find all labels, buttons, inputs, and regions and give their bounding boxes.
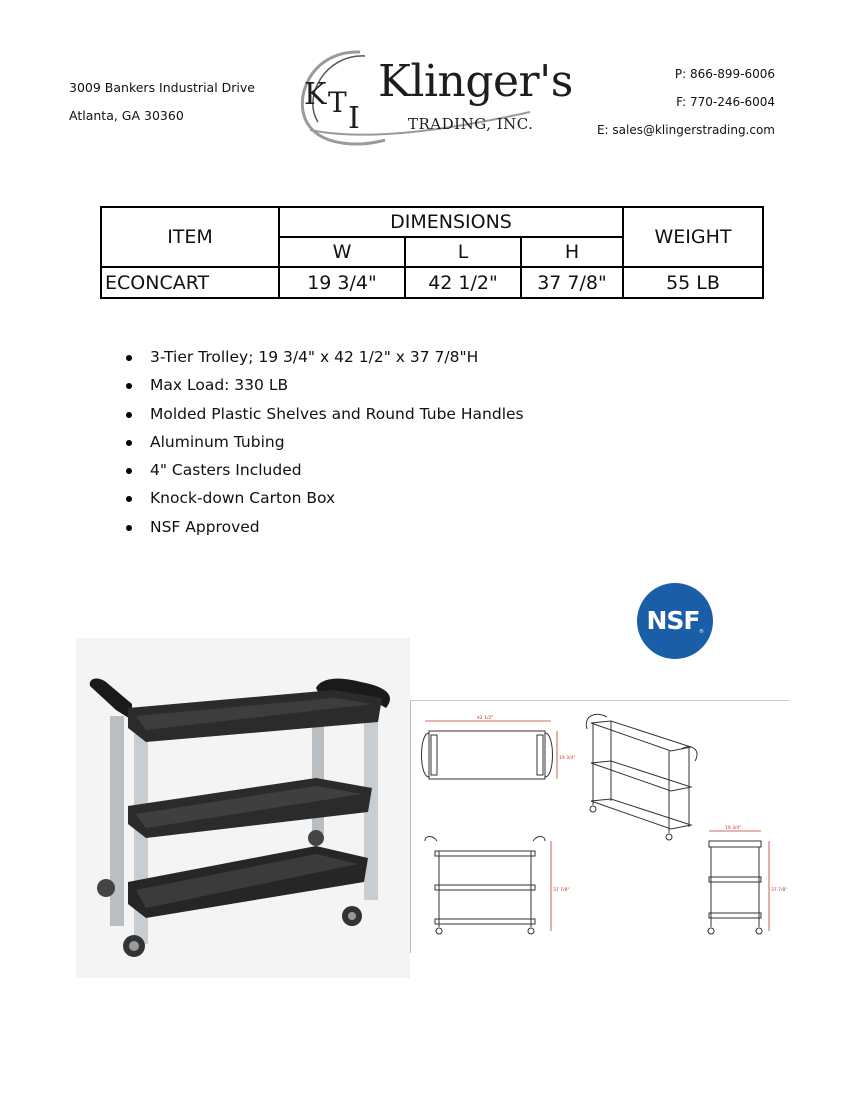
bullet-icon <box>126 355 132 361</box>
feature-list <box>122 343 524 541</box>
bullet-icon <box>126 468 132 474</box>
header-length: L <box>405 237 521 267</box>
address-line-1: 3009 Bankers Industrial Drive <box>69 80 255 95</box>
cell-height: 37 7/8" <box>521 267 623 298</box>
header-item: ITEM <box>101 207 279 267</box>
technical-drawing <box>410 700 789 953</box>
bullet-icon <box>126 496 132 502</box>
company-logo <box>290 42 573 152</box>
list-item: Aluminum Tubing <box>122 428 524 456</box>
spec-table <box>100 206 764 299</box>
email-address: E: sales@klingerstrading.com <box>596 123 775 137</box>
svg-text:T: T <box>328 86 347 119</box>
cell-length: 42 1/2" <box>405 267 521 298</box>
fax-number: F: 770-246-6004 <box>676 95 775 109</box>
bullet-icon <box>126 440 132 446</box>
svg-text:42 1/2": 42 1/2" <box>477 716 494 721</box>
svg-text:37 7/8": 37 7/8" <box>771 888 788 893</box>
table-row <box>101 267 763 298</box>
list-item: Molded Plastic Shelves and Round Tube Handles <box>122 400 524 428</box>
svg-text:19 3/4": 19 3/4" <box>725 826 742 831</box>
address-line-2: Atlanta, GA 30360 <box>69 108 184 123</box>
svg-text:I: I <box>348 101 360 136</box>
bullet-icon <box>126 525 132 531</box>
contact-info <box>597 60 775 144</box>
product-photo <box>76 638 410 978</box>
cell-width: 19 3/4" <box>279 267 405 298</box>
phone-number: P: 866-899-6006 <box>674 67 775 81</box>
bullet-icon <box>126 383 132 389</box>
nsf-badge-icon <box>636 582 714 660</box>
cell-item: ECONCART <box>101 267 279 298</box>
list-item: 4" Casters Included <box>122 456 524 484</box>
header-weight: WEIGHT <box>623 207 763 267</box>
svg-text:37 7/8": 37 7/8" <box>553 888 570 893</box>
bullet-icon <box>126 412 132 418</box>
svg-text:®: ® <box>699 629 704 635</box>
cell-weight: 55 LB <box>623 267 763 298</box>
header-width: W <box>279 237 405 267</box>
svg-text:NSF: NSF <box>646 606 700 635</box>
logo-name: Klinger's <box>378 56 573 107</box>
logo-subtitle: TRADING, INC. <box>408 115 534 133</box>
header-height: H <box>521 237 623 267</box>
svg-text:K: K <box>304 77 327 112</box>
list-item: NSF Approved <box>122 513 524 541</box>
header-dimensions: DIMENSIONS <box>279 207 623 237</box>
svg-text:19 3/4": 19 3/4" <box>559 756 576 761</box>
company-address <box>69 74 255 130</box>
list-item: Knock-down Carton Box <box>122 484 524 512</box>
list-item: Max Load: 330 LB <box>122 371 524 399</box>
list-item: 3-Tier Trolley; 19 3/4" x 42 1/2" x 37 7/8"H <box>122 343 524 371</box>
